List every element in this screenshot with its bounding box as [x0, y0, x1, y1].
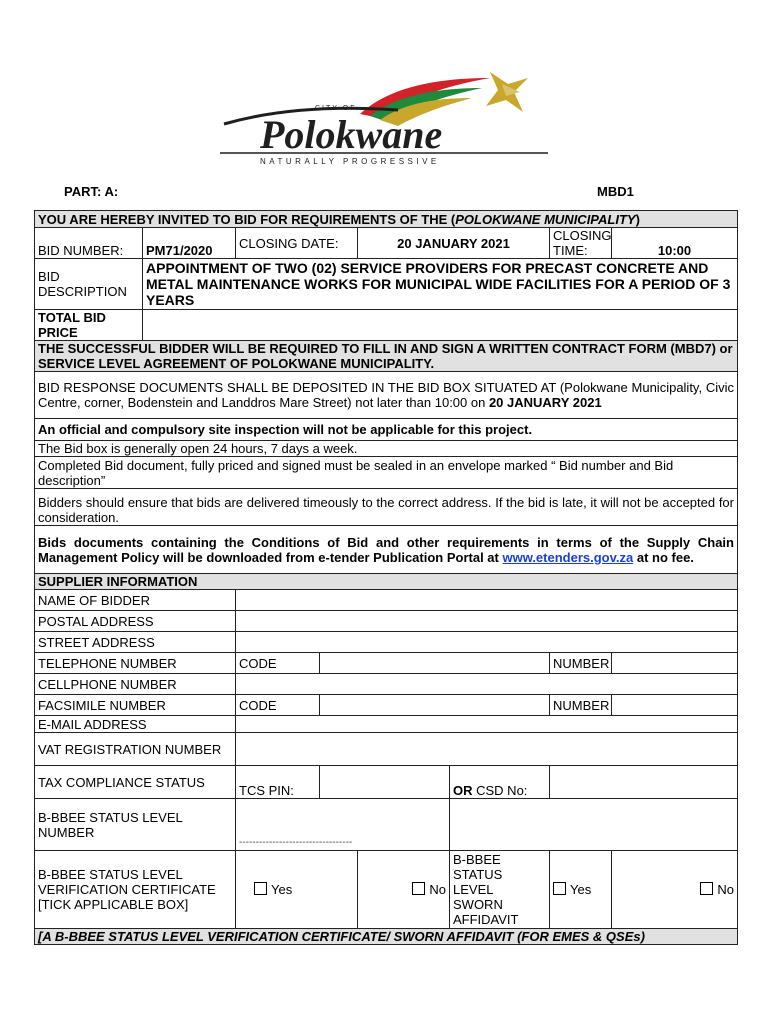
cert-no-option[interactable]: No	[358, 851, 450, 929]
checkbox-icon[interactable]	[412, 882, 425, 895]
deposit-notice: BID RESPONSE DOCUMENTS SHALL BE DEPOSITED IN THE BID BOX SITUATED AT (Polokwane Municipality, Civic Centre, corner, Bodenstein and Landdros Mare Street) not later than 10:00 on 20 JANUARY 2021	[35, 372, 738, 419]
deposit-date: 20 JANUARY 2021	[488, 395, 602, 410]
tax-compliance-label: TAX COMPLIANCE STATUS	[35, 766, 236, 799]
csd-field[interactable]	[550, 766, 738, 799]
csd-label: CSD No:	[476, 783, 528, 798]
supplier-info-header: SUPPLIER INFORMATION	[35, 574, 738, 590]
affidavit-yes-option[interactable]: Yes	[550, 851, 612, 929]
polokwane-logo	[220, 66, 550, 168]
facsimile-code-field[interactable]	[320, 695, 550, 716]
postal-address-label: POSTAL ADDRESS	[35, 611, 236, 632]
bbbee-certificate-label: B-BBEE STATUS LEVEL VERIFICATION CERTIFICATE [TICK APPLICABLE BOX]	[35, 851, 236, 929]
closing-date-value[interactable]: 20 JANUARY 2021	[358, 228, 550, 259]
logo-wordmark: Polokwane	[260, 112, 443, 157]
or-label: OR	[453, 783, 473, 798]
closing-date-label: CLOSING DATE:	[236, 228, 358, 259]
csd-group	[450, 766, 550, 799]
form-code: MBD1	[597, 184, 634, 199]
vat-field[interactable]	[236, 733, 738, 766]
cellphone-label: CELLPHONE NUMBER	[35, 674, 236, 695]
telephone-number-field[interactable]	[612, 653, 738, 674]
download-notice: Bids documents containing the Conditions of Bid and other requirements in terms of the Supply Chain Management Policy will be downloaded from e-tender Publication Portal at www.etenders.gov.za at no fee.	[35, 526, 738, 574]
tcs-pin-label: TCS PIN:	[236, 766, 320, 799]
facsimile-number-label: NUMBER	[550, 695, 612, 716]
logo-city-of: CITY OF	[315, 105, 357, 112]
bbbee-level-dashes: ----------------------------------	[239, 837, 353, 848]
timeous-notice: Bidders should ensure that bids are delivered timeously to the correct address. If the bid is late, it will not be accepted for consideration.	[35, 489, 738, 526]
bid-info-table	[34, 210, 738, 945]
bid-number-label: BID NUMBER:	[35, 228, 143, 259]
bid-form	[34, 210, 737, 945]
facsimile-code-label: CODE	[236, 695, 320, 716]
cert-yes-option[interactable]: Yes	[236, 851, 358, 929]
vat-label: VAT REGISTRATION NUMBER	[35, 733, 236, 766]
total-bid-price-field[interactable]	[143, 310, 738, 341]
part-label: PART: A:	[64, 184, 119, 199]
closing-time-label: CLOSING TIME:	[550, 228, 612, 259]
facsimile-label: FACSIMILE NUMBER	[35, 695, 236, 716]
entity-name: POLOKWANE MUNICIPALITY	[455, 211, 636, 227]
cellphone-field[interactable]	[236, 674, 738, 695]
etenders-link[interactable]: www.etenders.gov.za	[502, 549, 634, 565]
street-address-field[interactable]	[236, 632, 738, 653]
checkbox-icon[interactable]	[553, 882, 566, 895]
bbbee-affidavit-label: B-BBEE STATUS LEVEL SWORN AFFIDAVIT	[450, 851, 550, 929]
email-label: E-MAIL ADDRESS	[35, 716, 236, 733]
checkbox-icon[interactable]	[700, 882, 713, 895]
street-address-label: STREET ADDRESS	[35, 632, 236, 653]
telephone-label: TELEPHONE NUMBER	[35, 653, 236, 674]
invite-header: YOU ARE HEREBY INVITED TO BID FOR REQUIREMENTS OF THE (POLOKWANE MUNICIPALITY)	[35, 211, 738, 228]
email-field[interactable]	[236, 716, 738, 733]
sealing-notice: Completed Bid document, fully priced and signed must be sealed in an envelope marked “ Bid number and Bid description”	[35, 457, 738, 489]
postal-address-field[interactable]	[236, 611, 738, 632]
tcs-pin-field[interactable]	[320, 766, 450, 799]
telephone-number-label: NUMBER	[550, 653, 612, 674]
total-bid-price-label: TOTAL BID PRICE	[35, 310, 143, 341]
bbbee-level-right	[450, 799, 738, 851]
closing-time-value[interactable]: 10:00	[612, 228, 738, 259]
bidder-name-label: NAME OF BIDDER	[35, 590, 236, 611]
site-inspection-notice: An official and compulsory site inspection will not be applicable for this project.	[35, 419, 738, 441]
bid-number-value[interactable]: PM71/2020	[143, 228, 236, 259]
bid-description-value[interactable]: APPOINTMENT OF TWO (02) SERVICE PROVIDERS FOR PRECAST CONCRETE AND METAL MAINTENANCE WORKS FOR MUNICIPAL WIDE FACILITIES FOR A PERIOD OF 3 YEARS	[143, 259, 738, 310]
logo-tagline: NATURALLY PROGRESSIVE	[260, 157, 440, 166]
telephone-code-field[interactable]	[320, 653, 550, 674]
bbbee-level-field[interactable]	[236, 799, 450, 851]
contract-notice: THE SUCCESSFUL BIDDER WILL BE REQUIRED TO FILL IN AND SIGN A WRITTEN CONTRACT FORM (MBD7) or SERVICE LEVEL AGREEMENT OF POLOKWANE MUNICIPALITY.	[35, 341, 738, 372]
bid-description-label: BID DESCRIPTION	[35, 259, 143, 310]
facsimile-number-field[interactable]	[612, 695, 738, 716]
bbbee-level-label: B-BBEE STATUS LEVEL NUMBER	[35, 799, 236, 851]
bbbee-footnote: [A B-BBEE STATUS LEVEL VERIFICATION CERTIFICATE/ SWORN AFFIDAVIT (FOR EMES & QSEs)	[35, 929, 738, 945]
bid-box-hours: The Bid box is generally open 24 hours, 7 days a week.	[35, 441, 738, 457]
affidavit-no-option[interactable]: No	[612, 851, 738, 929]
checkbox-icon[interactable]	[254, 882, 267, 895]
bidder-name-field[interactable]	[236, 590, 738, 611]
telephone-code-label: CODE	[236, 653, 320, 674]
